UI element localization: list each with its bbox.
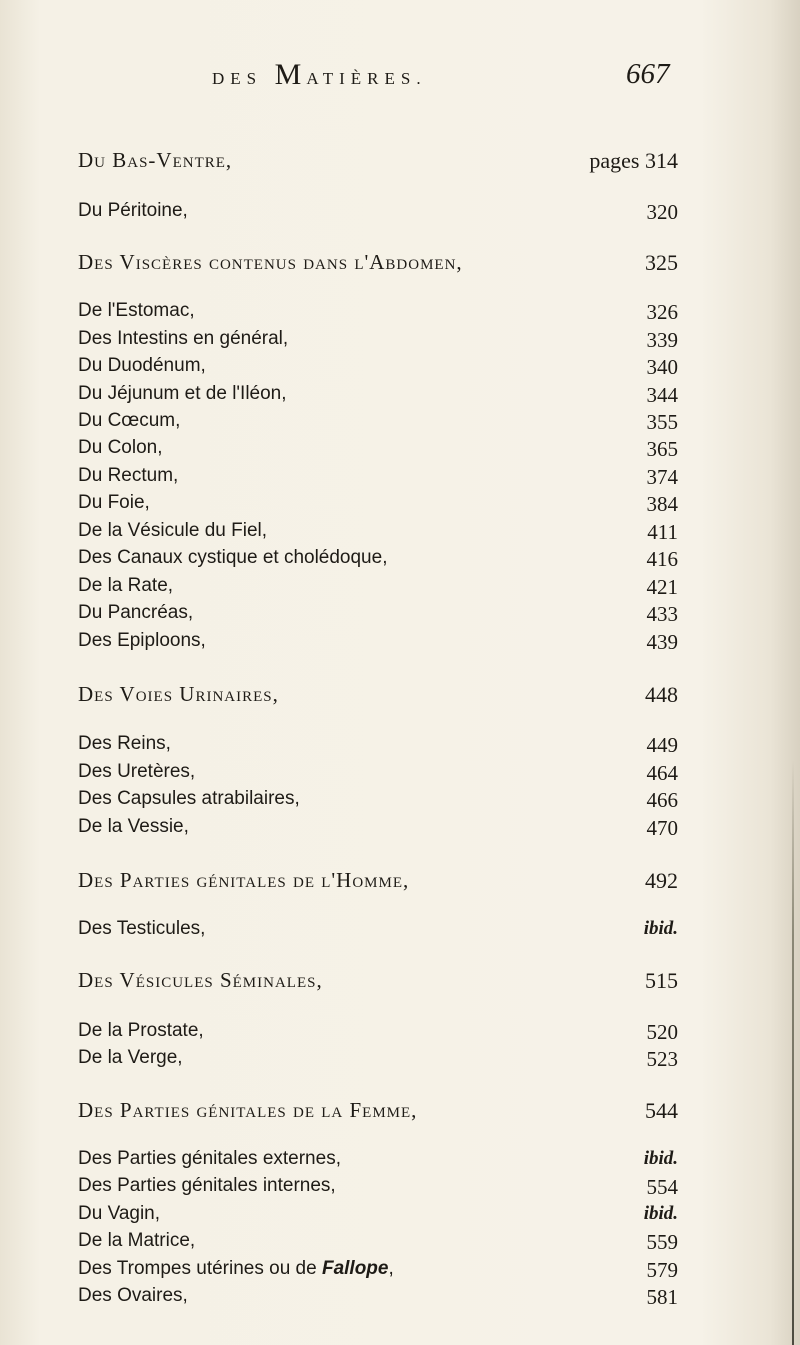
toc-entry-page: ibid. — [643, 1148, 678, 1169]
toc-entry-label: Du Jéjunum et de l'Iléon, — [78, 383, 287, 404]
toc-entry-page: 554 — [646, 1175, 678, 1199]
toc-section-entry — [78, 148, 678, 174]
toc-entry-label: Des Parties génitales internes, — [78, 1175, 336, 1196]
toc-entry-label-italic: Fallope — [321, 1258, 389, 1279]
toc-entry-label: De la Vésicule du Fiel, — [78, 520, 268, 541]
toc-entry — [78, 200, 678, 226]
toc-entry — [78, 733, 678, 759]
toc-entry-label: Des Reins, — [78, 733, 171, 754]
toc-entry-label: Du Cœcum, — [78, 410, 181, 431]
toc-entry-label: Des Voies Urinaires, — [78, 682, 279, 706]
toc-entry-page: ibid. — [643, 918, 678, 939]
toc-section-entry — [78, 968, 678, 994]
toc-entry-page: 355 — [646, 410, 678, 434]
toc-entry-page: 523 — [646, 1047, 678, 1071]
toc-entry — [78, 1203, 678, 1229]
toc-entry — [78, 1258, 678, 1284]
toc-entry-label: Des Epiploons, — [78, 630, 206, 651]
toc-entry-page: ibid. — [643, 1203, 678, 1224]
toc-entry — [78, 1020, 678, 1046]
toc-entry-label: De la Matrice, — [78, 1230, 196, 1251]
toc-entry-page: 581 — [646, 1285, 678, 1309]
toc-entry — [78, 630, 678, 656]
toc-section-entry — [78, 682, 678, 708]
toc-entry — [78, 1285, 678, 1311]
toc-entry — [78, 465, 678, 491]
toc-entry-label: De la Verge, — [78, 1047, 183, 1068]
toc-entry-page: 416 — [646, 547, 678, 571]
toc-entry-label: Du Péritoine, — [78, 200, 188, 221]
toc-entry-page: 492 — [645, 868, 678, 893]
toc-entry — [78, 355, 678, 381]
toc-entry-label: Des Vésicules Séminales, — [78, 968, 323, 992]
toc-entry-page: 340 — [646, 355, 678, 379]
toc-entry — [78, 1148, 678, 1174]
toc-entry — [78, 328, 678, 354]
toc-entry-label: Des Testicules, — [78, 918, 206, 939]
toc-entry — [78, 816, 678, 842]
toc-entry-label: Des Parties génitales de la Femme, — [78, 1098, 418, 1122]
toc-entry — [78, 520, 678, 546]
toc-entry-page: 325 — [645, 250, 678, 275]
toc-section-entry — [78, 250, 678, 276]
toc-entry-page: 448 — [645, 682, 678, 707]
toc-entry-label: Du Bas-Ventre, — [78, 148, 233, 172]
toc-entry-page: 544 — [645, 1098, 678, 1123]
toc-entry — [78, 410, 678, 436]
toc-entry-label: Des Parties génitales externes, — [78, 1148, 341, 1169]
toc-entry-label: Du Pancréas, — [78, 602, 194, 623]
toc-entry-label: Du Colon, — [78, 437, 163, 458]
toc-entry-label: Des Trompes utérines ou de Fallope, — [78, 1258, 394, 1279]
toc-entry — [78, 1047, 678, 1073]
toc-entry-page: 326 — [646, 300, 678, 324]
toc-entry — [78, 1175, 678, 1201]
toc-entry-page: 579 — [646, 1258, 678, 1282]
toc-section-entry — [78, 1098, 678, 1124]
toc-entry-page: 433 — [646, 602, 678, 626]
toc-entry-label: De la Vessie, — [78, 816, 189, 837]
toc-entry — [78, 575, 678, 601]
toc-entry-page: 466 — [646, 788, 678, 812]
toc-entry-page: 374 — [646, 465, 678, 489]
toc-entry-label: De la Rate, — [78, 575, 174, 596]
toc-entry — [78, 1230, 678, 1256]
toc-entry-page: 365 — [646, 437, 678, 461]
toc-entry-page: 515 — [645, 968, 678, 993]
toc-entry-label: Des Capsules atrabilaires, — [78, 788, 300, 809]
page-edge-shadow — [792, 760, 794, 1345]
toc-entry-page: 439 — [646, 630, 678, 654]
toc-entry — [78, 602, 678, 628]
running-head-title: DES MATIÈRES. — [212, 58, 427, 91]
toc-entry — [78, 300, 678, 326]
toc-entry-page: 384 — [646, 492, 678, 516]
toc-entry-page: 449 — [646, 733, 678, 757]
toc-entry-page: 339 — [646, 328, 678, 352]
toc-entry-label: Des Parties génitales de l'Homme, — [78, 868, 410, 892]
toc-entry-page: 411 — [647, 520, 678, 544]
toc-entry — [78, 761, 678, 787]
toc-entry-page: 520 — [646, 1020, 678, 1044]
toc-entry-label: Des Canaux cystique et cholédoque, — [78, 547, 388, 568]
toc-entry — [78, 918, 678, 944]
toc-entry-label: Du Foie, — [78, 492, 150, 513]
toc-entry-label: Des Intestins en général, — [78, 328, 289, 349]
page-number: 667 — [626, 58, 670, 90]
toc-entry-label: Des Viscères contenus dans l'Abdomen, — [78, 250, 463, 274]
toc-entry — [78, 492, 678, 518]
toc-entry-page: pages 314 — [589, 148, 678, 173]
running-head — [0, 58, 800, 98]
toc-entry — [78, 547, 678, 573]
toc-entry-label: Des Uretères, — [78, 761, 196, 782]
toc-entry-page: 421 — [646, 575, 678, 599]
toc-entry — [78, 383, 678, 409]
toc-entry-page: 559 — [646, 1230, 678, 1254]
toc-entry-label: Des Ovaires, — [78, 1285, 188, 1306]
toc-entry-page: 344 — [646, 383, 678, 407]
toc-section-entry — [78, 868, 678, 894]
toc-entry-label: Du Vagin, — [78, 1203, 161, 1224]
toc-entry-label: De l'Estomac, — [78, 300, 195, 321]
toc-entry-page: 320 — [646, 200, 678, 224]
toc-entry — [78, 788, 678, 814]
toc-entry-label: Du Rectum, — [78, 465, 179, 486]
toc-entry-label: Du Duodénum, — [78, 355, 206, 376]
toc-entry-page: 464 — [646, 761, 678, 785]
toc-entry-label: De la Prostate, — [78, 1020, 204, 1041]
toc-entry-page: 470 — [646, 816, 678, 840]
toc-entry — [78, 437, 678, 463]
